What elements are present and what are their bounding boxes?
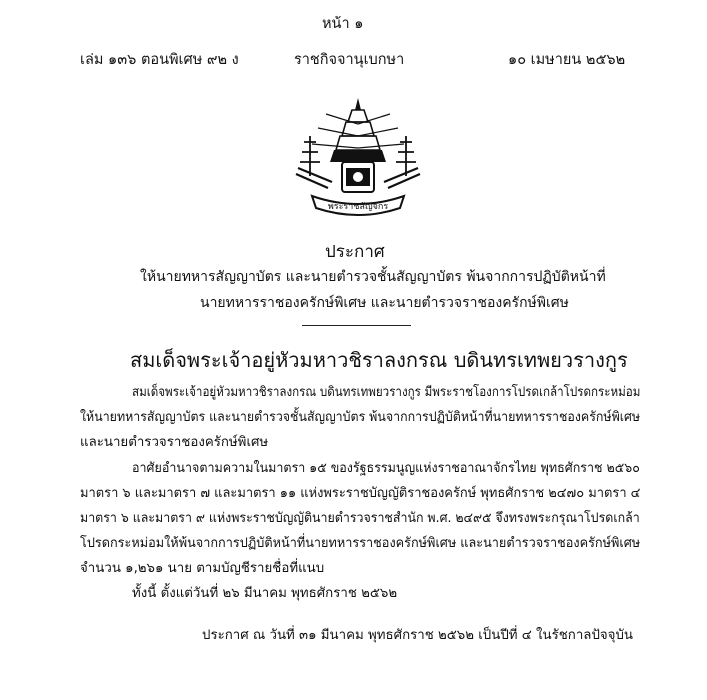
body-line-8: จำนวน ๑,๒๖๑ นาย ตามบัญชีรายชื่อที่แนบ xyxy=(80,561,325,576)
page-number: หน้า ๑ xyxy=(322,16,364,32)
body-line-6: มาตรา ๖ และมาตรา ๙ แห่งพระราชบัญญัตินายตำรวจราชสำนัก พ.ศ. ๒๔๙๕ จึงทรงพระกรุณาโปรดเกล้า xyxy=(80,511,640,526)
title-divider xyxy=(302,325,411,326)
publication-name: ราชกิจจานุเบกษา xyxy=(294,52,405,68)
royal-garuda-seal-icon xyxy=(288,96,428,222)
announcement-subtitle-line-1: ให้นายทหารสัญญาบัตร และนายตำรวจชั้นสัญญาบัตร พ้นจากการปฏิบัติหน้าที่ xyxy=(140,269,606,285)
body-line-7: โปรดกระหม่อมให้พ้นจากการปฏิบัติหน้าที่นายทหารราชองครักษ์พิเศษ และนายตำรวจราชองครักษ์พิเศษ xyxy=(80,536,641,551)
publication-date: ๑๐ เมษายน ๒๕๖๒ xyxy=(508,52,626,68)
closing-statement: ประกาศ ณ วันที่ ๓๑ มีนาคม พุทธศักราช ๒๕๖๒ เป็นปีที่ ๔ ในรัชกาลปัจจุบัน xyxy=(202,628,634,643)
volume-info: เล่ม ๑๓๖ ตอนพิเศษ ๙๒ ง xyxy=(80,52,239,68)
body-line-9: ทั้งนี้ ตั้งแต่วันที่ ๒๖ มีนาคม พุทธศักราช ๒๕๖๒ xyxy=(132,586,398,601)
seal-ribbon-text: พระราชลัญจกร xyxy=(327,202,389,212)
body-line-1: สมเด็จพระเจ้าอยู่หัวมหาวชิราลงกรณ บดินทรเทพยวรางกูร มีพระราชโองการโปรดเกล้าโปรดกระหม่อม xyxy=(132,385,641,400)
king-name-heading: สมเด็จพระเจ้าอยู่หัวมหาวชิราลงกรณ บดินทรเทพยวรางกูร xyxy=(130,348,628,372)
body-line-3: และนายตำรวจราชองครักษ์พิเศษ xyxy=(80,435,269,450)
body-line-5: มาตรา ๖ และมาตรา ๗ และมาตรา ๑๑ แห่งพระราชบัญญัติราชองครักษ์ พุทธศักราช ๒๔๗๐ มาตรา ๔ xyxy=(80,486,641,501)
announcement-subtitle-line-2: นายทหารราชองครักษ์พิเศษ และนายตำรวจราชองครักษ์พิเศษ xyxy=(200,295,569,311)
body-line-2: ให้นายทหารสัญญาบัตร และนายตำรวจชั้นสัญญาบัตร พ้นจากการปฏิบัติหน้าที่นายทหารราชองครักษ์พิเศษ xyxy=(80,410,641,425)
body-line-4: อาศัยอำนาจตามความในมาตรา ๑๕ ของรัฐธรรมนูญแห่งราชอาณาจักรไทย พุทธศักราช ๒๕๖๐ xyxy=(132,461,640,476)
announcement-title: ประกาศ xyxy=(325,242,385,262)
